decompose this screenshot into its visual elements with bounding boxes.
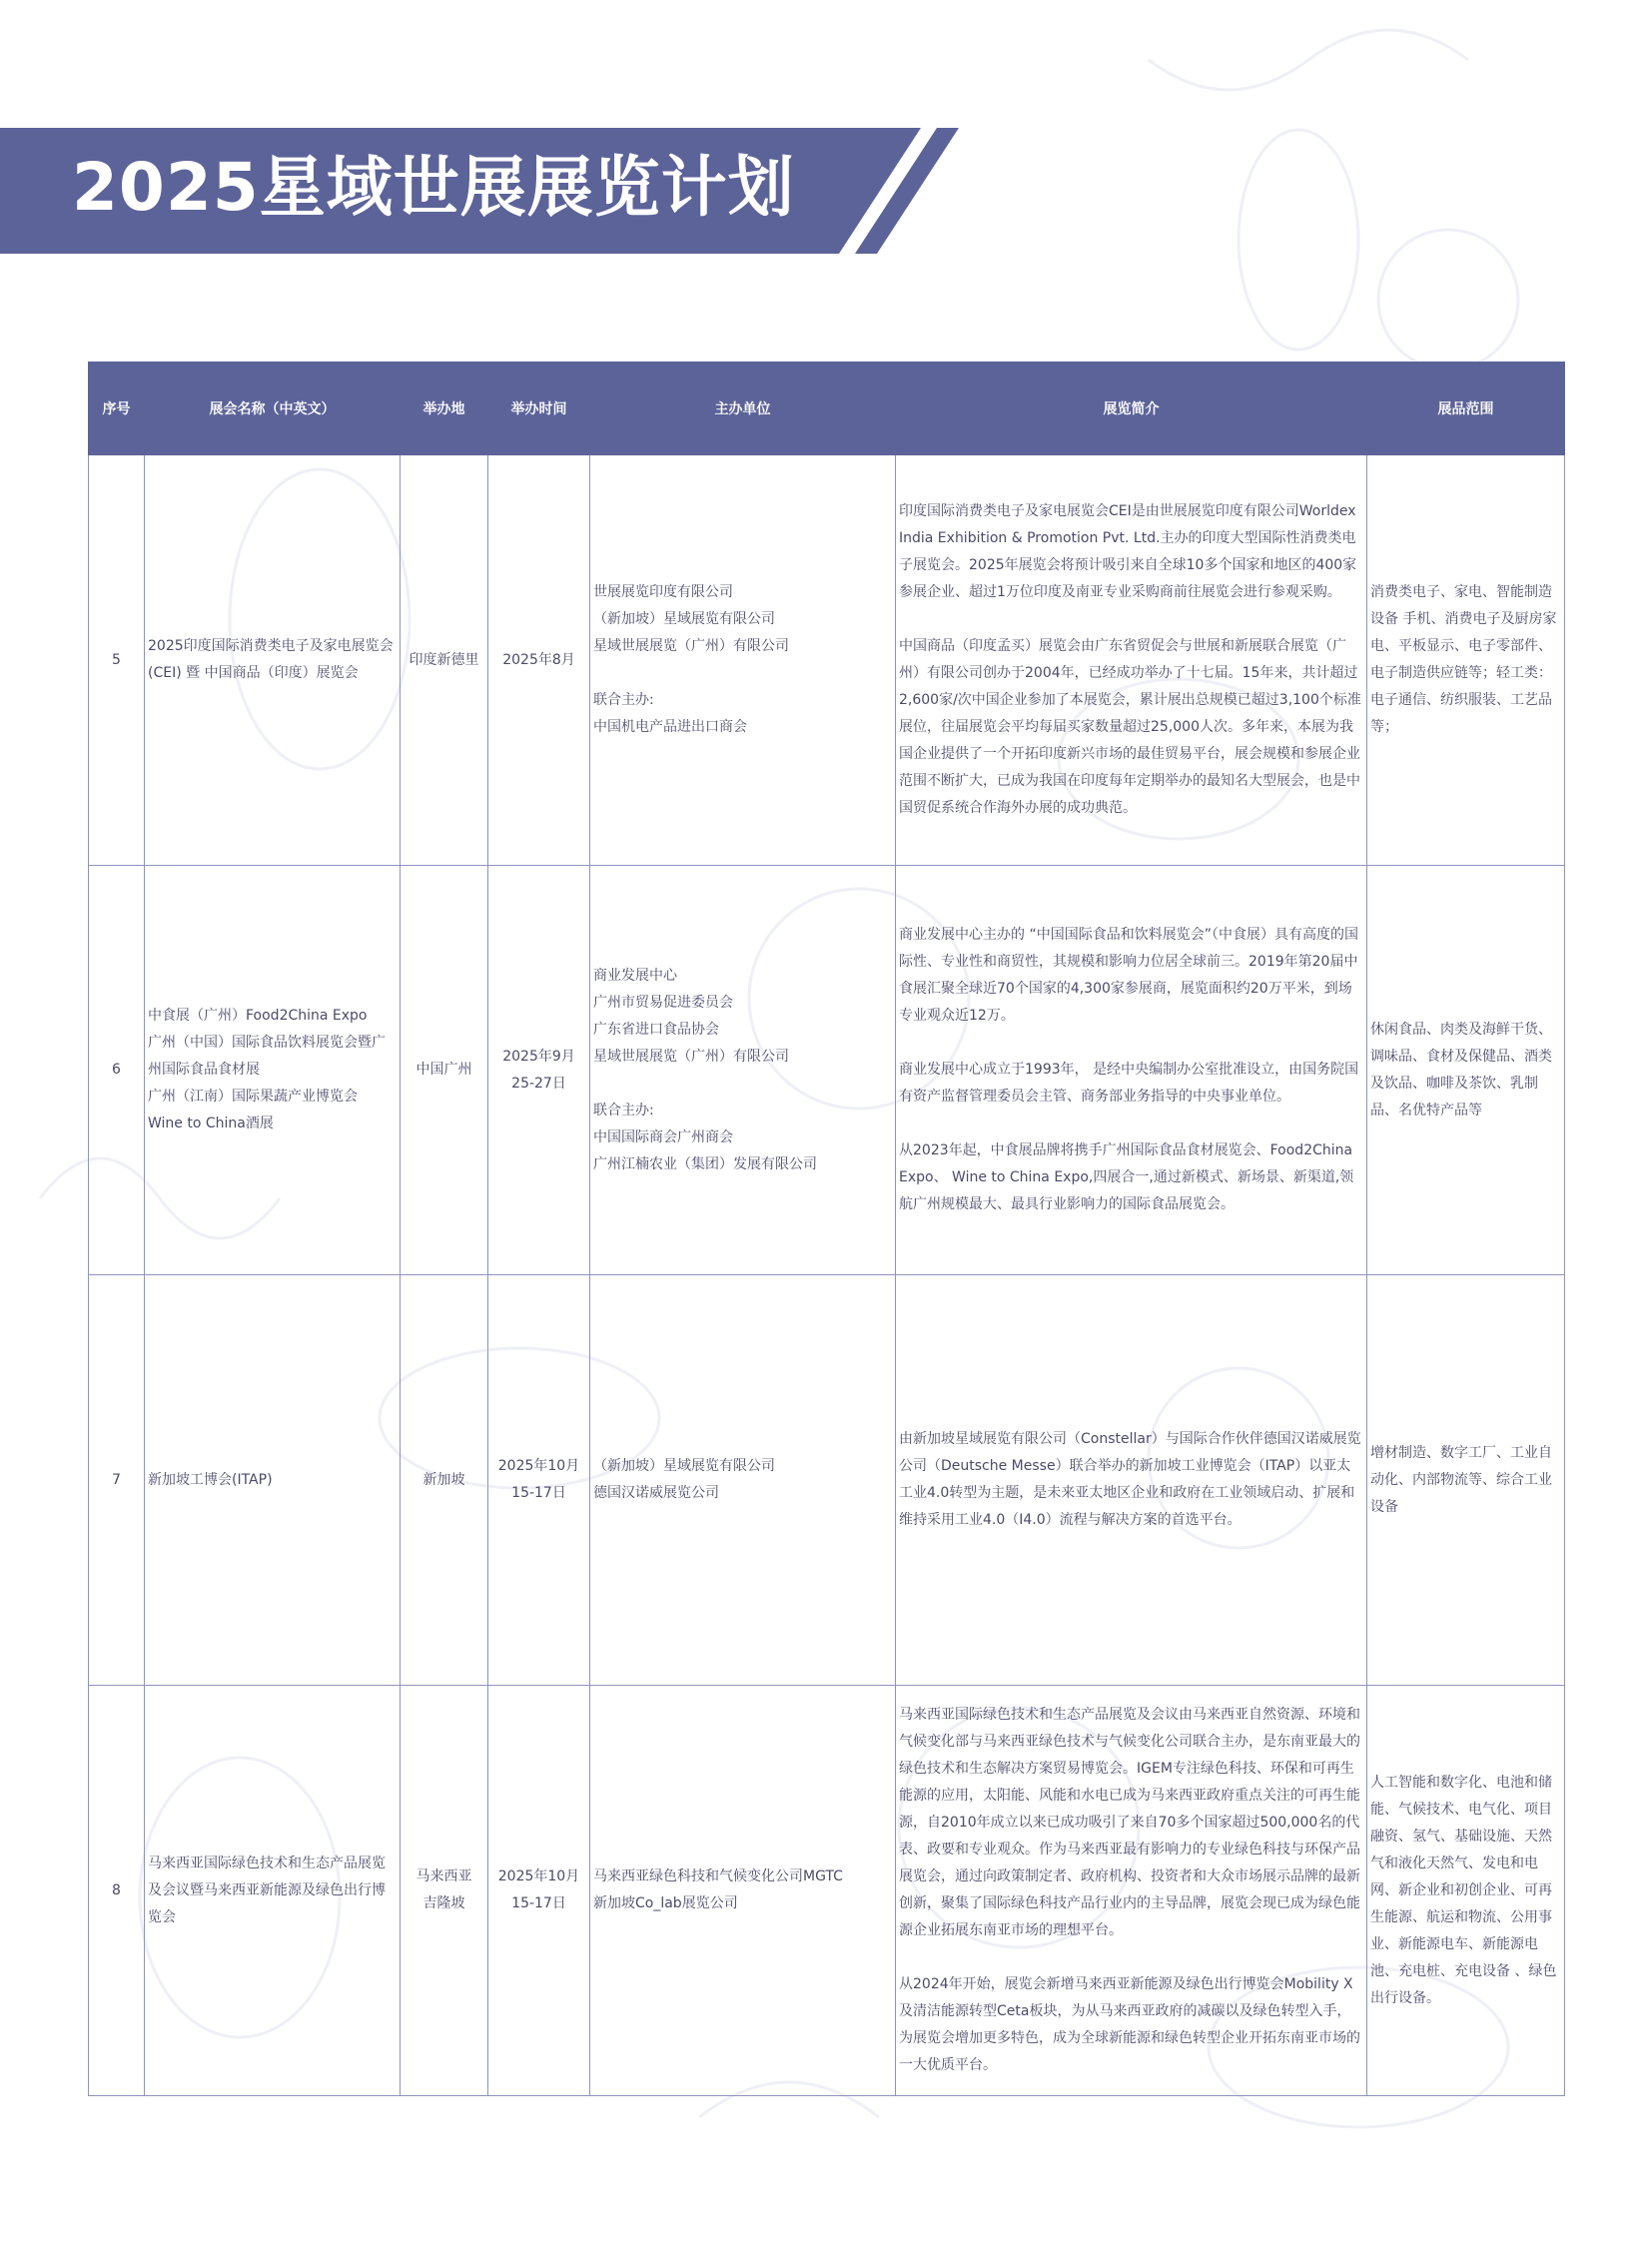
- cell-organizer: 商业发展中心 广州市贸易促进委员会 广东省进口食品协会 星域世展展览（广州）有限公司 联合主办: 中国国际商会广州商会 广州江楠农业（集团）发展有限公司: [590, 866, 896, 1275]
- cell-time: 2025年8月: [488, 455, 590, 866]
- cell-time: 2025年10月 15-17日: [488, 1686, 590, 2096]
- intro-paragraph: 商业发展中心成立于1993年， 是经中央编制办公室批准设立，由国务院国有资产监督管理委员会主管、商务部业务指导的中央事业单位。: [899, 1062, 1359, 1105]
- cell-organizer: 世展展览印度有限公司 （新加坡）星域展览有限公司 星域世展展览（广州）有限公司 联合主办: 中国机电产品进出口商会: [590, 455, 896, 866]
- intro-paragraph: 马来西亚国际绿色技术和生态产品展览及会议由马来西亚自然资源、环境和气候变化部与马来西亚绿色技术与气候变化公司联合主办，是东南亚最大的绿色技术和生态解决方案贸易博览会。IGEM专注绿色科技、环保和可再生能源的应用，太阳能、风能和水电已成为马来西亚政府重点关注的可再生能源，自2010年成立以来已成功吸引了来自70多个国家超过500,000名的代表、政要和专业观众。作为马来西亚最有影响力的专业绿色科技与环保产品展览会，通过向政策制定者、政府机构、投资者和大众市场展示品牌的最新创新，聚集了国际绿色科技产品行业内的主导品牌，展览会现已成为绿色能源企业拓展东南亚市场的理想平台。: [899, 1707, 1360, 1938]
- cell-intro: [896, 1275, 1367, 1686]
- cell-time: 2025年9月 25-27日: [488, 866, 590, 1275]
- cell-name: 2025印度国际消费类电子及家电展览会(CEI) 暨 中国商品（印度）展览会: [145, 455, 401, 866]
- header-scope: 展品范围: [1367, 363, 1565, 455]
- cell-intro: [896, 866, 1367, 1275]
- cell-scope: 增材制造、数字工厂、工业自动化、内部物流等、综合工业设备: [1367, 1275, 1565, 1686]
- cell-time: 2025年10月 15-17日: [488, 1275, 590, 1686]
- intro-paragraph: 由新加坡星域展览有限公司（Constellar）与国际合作伙伴德国汉诺威展览公司（Deutsche Messe）联合举办的新加坡工业博览会（ITAP）以亚太工业4.0转型为主题，是未来亚太地区企业和政府在工业领域启动、扩展和维持采用工业4.0（I4.0）流程与解决方案的首选平台。: [899, 1431, 1361, 1528]
- intro-paragraph: 中国商品（印度孟买）展览会由广东省贸促会与世展和新展联合展览（广州）有限公司创办于2004年，已经成功举办了十七届。15年来，共计超过2,600家/次中国企业参加了本展览会，累计展出总规模已超过3,100个标准展位，往届展览会平均每届买家数量超过25,000人次。多年来，本展为我国企业提供了一个开拓印度新兴市场的最佳贸易平台，展会规模和参展企业范围不断扩大，已成为我国在印度每年定期举办的最知名大型展会，也是中国贸促系统合作海外办展的成功典范。: [899, 638, 1361, 816]
- cell-intro: [896, 455, 1367, 866]
- cell-scope: 休闲食品、肉类及海鲜干货、调味品、食材及保健品、酒类及饮品、咖啡及茶饮、乳制品、名优特产品等: [1367, 866, 1565, 1275]
- cell-place: 新加坡: [401, 1275, 488, 1686]
- header-intro: 展览简介: [896, 363, 1367, 455]
- exhibition-schedule-table: [88, 362, 1565, 2096]
- intro-paragraph: 印度国际消费类电子及家电展览会CEI是由世展展览印度有限公司Worldex India Exhibition & Promotion Pvt. Ltd.主办的印度大型国际性消费类电子展览会。2025年展览会将预计吸引来自全球10多个国家和地区的400家参展企业、超过1万位印度及南亚专业采购商前往展览会进行参观采购。: [899, 503, 1357, 600]
- header-name: 展会名称（中英文）: [145, 363, 401, 455]
- header-place: 举办地: [401, 363, 488, 455]
- table-header-row: [89, 363, 1565, 455]
- cell-seq: 6: [89, 866, 145, 1275]
- cell-place: 中国广州: [401, 866, 488, 1275]
- header-time: 举办时间: [488, 363, 590, 455]
- cell-name: 中食展（广州）Food2China Expo 广州（中国）国际食品饮料展览会暨广州国际食品食材展 广州（江南）国际果蔬产业博览会 Wine to China酒展: [145, 866, 401, 1275]
- table-row: [89, 455, 1565, 866]
- header-organizer: 主办单位: [590, 363, 896, 455]
- cell-name: 新加坡工博会(ITAP): [145, 1275, 401, 1686]
- cell-organizer: （新加坡）星域展览有限公司 德国汉诺威展览公司: [590, 1275, 896, 1686]
- cell-place: 印度新德里: [401, 455, 488, 866]
- cell-place: 马来西亚 吉隆坡: [401, 1686, 488, 2096]
- table-row: [89, 866, 1565, 1275]
- cell-seq: 7: [89, 1275, 145, 1686]
- header-seq: 序号: [89, 363, 145, 455]
- cell-seq: 5: [89, 455, 145, 866]
- cell-scope: 消费类电子、家电、智能制造设备 手机、消费电子及厨房家电、平板显示、电子零部件、电子制造供应链等；轻工类：电子通信、纺织服装、工艺品等；: [1367, 455, 1565, 866]
- intro-paragraph: 商业发展中心主办的 “中国国际食品和饮料展览会”（中食展）具有高度的国际性、专业性和商贸性，其规模和影响力位居全球前三。2019年第20届中食展汇聚全球近70个国家的4,300家参展商，展览面积约20万平米，到场专业观众近12万。: [899, 927, 1358, 1024]
- intro-paragraph: 从2024年开始，展览会新增马来西亚新能源及绿色出行博览会Mobility X及清洁能源转型Ceta板块，为从马来西亚政府的减碳以及绿色转型入手，为展览会增加更多特色，成为全球新能源和绿色转型企业开拓东南亚市场的一大优质平台。: [899, 1976, 1360, 2073]
- cell-organizer: 马来西亚绿色科技和气候变化公司MGTC 新加坡Co_lab展览公司: [590, 1686, 896, 2096]
- table-row: [89, 1686, 1565, 2096]
- cell-scope: 人工智能和数字化、电池和储能、气候技术、电气化、项目融资、氢气、基础设施、天然气和液化天然气、发电和电网、新企业和初创企业、可再生能源、航运和物流、公用事业、新能源电车、新能源电池、充电桩、充电设备 、绿色出行设备。: [1367, 1686, 1565, 2096]
- cell-intro: [896, 1686, 1367, 2096]
- page-title: 2025星域世展展览计划: [72, 149, 795, 226]
- cell-name: 马来西亚国际绿色技术和生态产品展览及会议暨马来西亚新能源及绿色出行博览会: [145, 1686, 401, 2096]
- cell-seq: 8: [89, 1686, 145, 2096]
- table-row: [89, 1275, 1565, 1686]
- intro-paragraph: 从2023年起，中食展品牌将携手广州国际食品食材展览会、Food2China Expo、 Wine to China Expo,四展合一,通过新模式、新场景、新渠道,领航广州规模最大、最具行业影响力的国际食品展览会。: [899, 1142, 1354, 1212]
